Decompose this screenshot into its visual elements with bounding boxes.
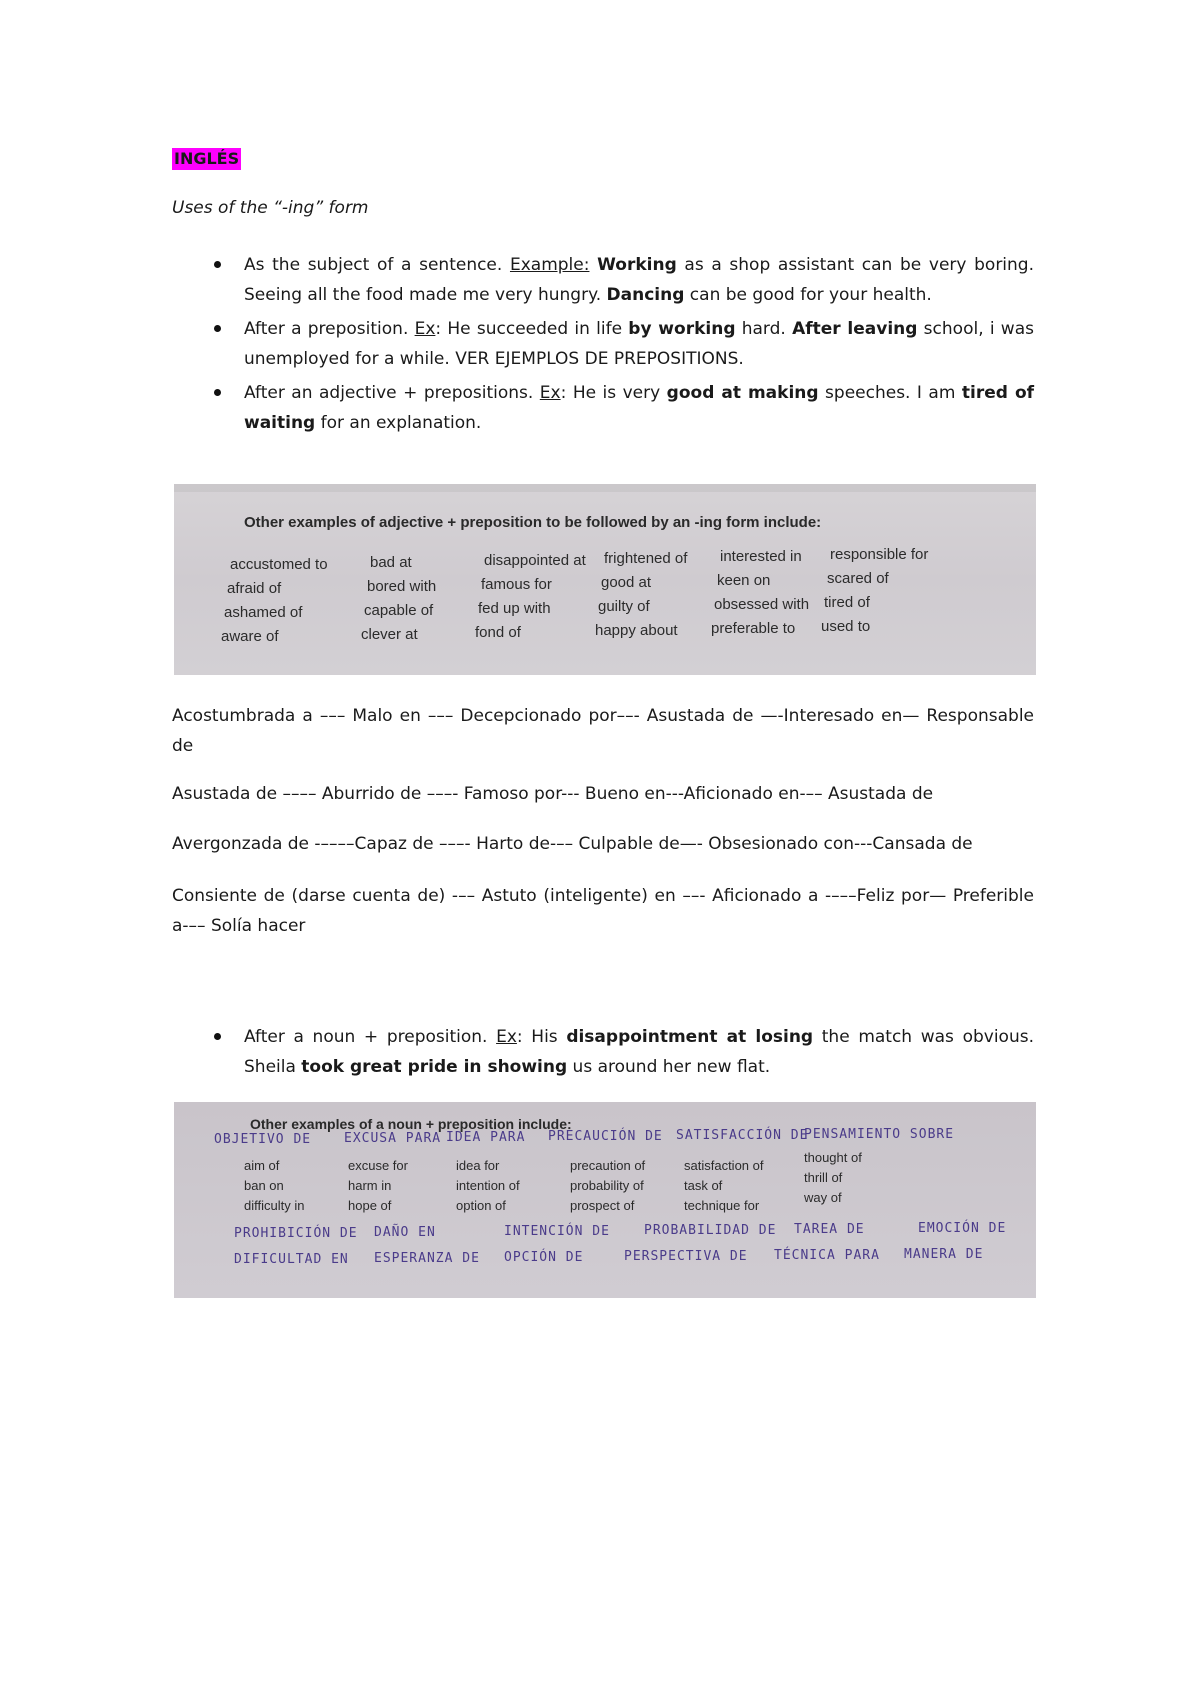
- bullet-list: [0, 250, 1200, 442]
- photo-word: aim of: [244, 1158, 280, 1173]
- bold-phrase: disappointment at losing: [566, 1027, 814, 1047]
- photo-word: way of: [804, 1190, 842, 1205]
- handwritten-word: PROHIBICIÓN DE: [234, 1226, 358, 1241]
- photo-word: obsessed with: [714, 596, 810, 613]
- bullet-list-2: [0, 1022, 1200, 1086]
- bullet-dot-icon: [214, 389, 221, 396]
- handwritten-word: DIFICULTAD EN: [234, 1252, 349, 1267]
- photo-word: good at: [601, 574, 652, 591]
- page-title: INGLÉS: [174, 149, 240, 168]
- photo-word: idea for: [456, 1158, 500, 1173]
- text-run: [589, 255, 597, 275]
- handwritten-word: ESPERANZA DE: [374, 1251, 480, 1266]
- adjective-preposition-photo: [174, 484, 1036, 675]
- photo-word: excuse for: [348, 1158, 408, 1173]
- handwritten-word: OPCIÓN DE: [504, 1250, 584, 1265]
- photo-word: ban on: [244, 1178, 284, 1193]
- bold-phrase: Dancing: [606, 285, 685, 305]
- handwritten-word: PERSPECTIVA DE: [624, 1249, 748, 1264]
- bold-phrase: tired of waiting: [244, 383, 1035, 433]
- handwritten-word: DAÑO EN: [374, 1225, 436, 1240]
- photo-word: clever at: [361, 626, 418, 643]
- translation-line-2: Asustada de –––– Aburrido de –––- Famoso por--- Bueno en---Aficionado en-–– Asustada de: [172, 784, 934, 804]
- underlined-label: Example:: [509, 255, 590, 275]
- bullet-text: [244, 314, 1034, 374]
- photo-word: guilty of: [598, 598, 650, 615]
- handwritten-word: PROBABILIDAD DE: [644, 1223, 777, 1238]
- handwritten-word: MANERA DE: [904, 1247, 984, 1262]
- bold-phrase: took great pride in showing: [301, 1057, 568, 1077]
- text-run: : He succeeded in life: [435, 319, 629, 339]
- text-run: As the subject of a sentence.: [244, 255, 510, 275]
- text-run: : His: [516, 1027, 567, 1047]
- bullet-item: [0, 378, 1200, 438]
- photo-word: ashamed of: [224, 604, 303, 621]
- photo-word: thought of: [804, 1150, 862, 1165]
- bullet-text: [244, 1022, 1034, 1082]
- bullet-text: [244, 250, 1034, 310]
- text-run: After an adjective + prepositions.: [244, 383, 540, 403]
- handwritten-word: TAREA DE: [794, 1222, 865, 1237]
- photo-word: harm in: [348, 1178, 392, 1193]
- photo-shadow: [174, 484, 1036, 492]
- handwritten-word: EXCUSA PARA: [344, 1131, 442, 1146]
- photo-word: option of: [456, 1198, 506, 1213]
- bullet-item: [0, 250, 1200, 310]
- photo-word: intention of: [456, 1178, 520, 1193]
- text-run: as a shop assistant can be very boring. Seeing all the food made me very hungry.: [244, 255, 1035, 305]
- photo-word: accustomed to: [230, 556, 328, 573]
- bullet-dot-icon: [214, 325, 221, 332]
- text-run: us around her new flat.: [567, 1057, 771, 1077]
- photo-word: fed up with: [478, 600, 551, 617]
- photo-heading: Other examples of adjective + preposition to be followed by an -ing form include:: [244, 514, 822, 531]
- text-run: After a noun + preposition.: [244, 1027, 497, 1047]
- photo-word: happy about: [595, 622, 678, 639]
- photo-word: capable of: [364, 602, 434, 619]
- handwritten-word: TÉCNICA PARA: [774, 1248, 880, 1263]
- text-run: for an explanation.: [315, 413, 482, 433]
- photo-word: keen on: [717, 572, 771, 589]
- bullet-dot-icon: [214, 1033, 221, 1040]
- photo-word: famous for: [481, 576, 552, 593]
- handwritten-word: PENSAMIENTO SOBRE: [804, 1127, 955, 1142]
- photo-word: tired of: [824, 594, 870, 611]
- photo-word: afraid of: [227, 580, 282, 597]
- underlined-label: Ex: [539, 383, 561, 403]
- handwritten-word: INTENCIÓN DE: [504, 1224, 610, 1239]
- photo-word: thrill of: [804, 1170, 843, 1185]
- photo-word: precaution of: [570, 1158, 646, 1173]
- bullet-item: [0, 1022, 1200, 1082]
- bold-phrase: After leaving: [792, 319, 918, 339]
- photo-word: task of: [684, 1178, 723, 1193]
- noun-preposition-photo: [174, 1102, 1036, 1298]
- translation-line-3: Avergonzada de -––––Capaz de –––- Harto de-–– Culpable de—- Obsesionado con---Cansada de: [172, 834, 973, 854]
- text-run: speeches. I am: [818, 383, 962, 403]
- handwritten-word: IDEA PARA: [446, 1130, 526, 1145]
- text-run: the match was obvious. Sheila: [244, 1027, 1034, 1077]
- text-run: school, i was unemployed for a while. VER EJEMPLOS DE PREPOSITIONS.: [244, 319, 1034, 369]
- handwritten-word: SATISFACCIÓN DE: [676, 1128, 809, 1143]
- photo-word: probability of: [570, 1178, 644, 1193]
- photo-word: preferable to: [711, 620, 796, 637]
- section-subtitle: Uses of the “-ing” form: [172, 198, 369, 218]
- photo-word: difficulty in: [244, 1198, 305, 1213]
- handwritten-word: OBJETIVO DE: [214, 1132, 312, 1147]
- photo-word: hope of: [348, 1198, 392, 1213]
- photo-word: fond of: [475, 624, 521, 641]
- translation-line-4: Consiente de (darse cuenta de) -–– Astuto (inteligente) en ––- Aficionado a -–––Feliz por— Preferible a-–– Solía hacer: [172, 886, 1034, 936]
- photo-word: frightened of: [604, 550, 688, 567]
- bullet-text: [244, 378, 1034, 438]
- handwritten-word: PRECAUCIÓN DE: [548, 1129, 663, 1144]
- underlined-label: Ex: [414, 319, 436, 339]
- photo-word: responsible for: [830, 546, 929, 563]
- text-run: can be good for your health.: [684, 285, 932, 305]
- photo-word: prospect of: [570, 1198, 635, 1213]
- photo-word: technique for: [684, 1198, 760, 1213]
- photo-word: used to: [821, 618, 871, 635]
- photo-heading: Other examples of a noun + preposition include:: [250, 1116, 572, 1132]
- bold-phrase: by working: [628, 319, 736, 339]
- bold-phrase: good at making: [666, 383, 819, 403]
- bullet-dot-icon: [214, 261, 221, 268]
- photo-word: scared of: [827, 570, 889, 587]
- text-run: hard.: [735, 319, 793, 339]
- photo-word: bad at: [370, 554, 412, 571]
- bullet-item: [0, 314, 1200, 374]
- translation-line-1: Acostumbrada a ––– Malo en ––– Decepcionado por––- Asustada de —-Interesado en— Responsable de: [172, 706, 1034, 756]
- text-run: After a preposition.: [244, 319, 415, 339]
- photo-word: disappointed at: [484, 552, 586, 569]
- handwritten-word: EMOCIÓN DE: [918, 1221, 1007, 1236]
- text-run: : He is very: [560, 383, 667, 403]
- underlined-label: Ex: [496, 1027, 517, 1047]
- bold-phrase: Working: [597, 255, 677, 275]
- photo-word: aware of: [221, 628, 279, 645]
- photo-word: bored with: [367, 578, 437, 595]
- photo-word: satisfaction of: [684, 1158, 764, 1173]
- photo-word: interested in: [720, 548, 802, 565]
